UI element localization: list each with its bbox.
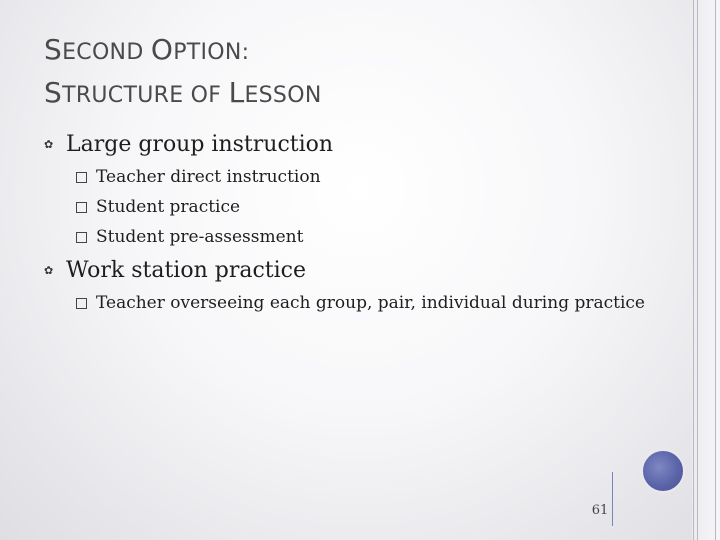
- bullet-icon: ✿: [44, 138, 54, 151]
- border-line: [697, 0, 698, 540]
- title-line-1: SECOND OPTION:: [44, 33, 250, 66]
- page-number: 61: [591, 503, 609, 518]
- sub-bullet-list: [44, 288, 694, 318]
- square-bullet-icon: [76, 232, 87, 243]
- slide-title: [44, 30, 322, 116]
- sub-bullet-item: Student practice: [44, 192, 694, 222]
- square-bullet-icon: [76, 202, 87, 213]
- slide-right-border: [692, 0, 720, 540]
- bullet-icon: ✿: [44, 264, 54, 277]
- bullet-item: ✿ Large group instruction: [44, 128, 694, 162]
- sub-bullet-item: Student pre-assessment: [44, 222, 694, 252]
- square-bullet-icon: [76, 298, 87, 309]
- bullet-item: ✿ Work station practice: [44, 254, 694, 288]
- title-line-2: STRUCTURE OF LESSON: [44, 76, 322, 109]
- sub-bullet-list: [44, 162, 694, 252]
- square-bullet-icon: [76, 172, 87, 183]
- sub-bullet-item: Teacher overseeing each group, pair, individual during practice: [44, 288, 694, 318]
- sub-bullet-item: Teacher direct instruction: [44, 162, 694, 192]
- decorative-circle: [641, 449, 685, 493]
- border-line: [715, 0, 716, 540]
- bullet-list: [44, 128, 694, 320]
